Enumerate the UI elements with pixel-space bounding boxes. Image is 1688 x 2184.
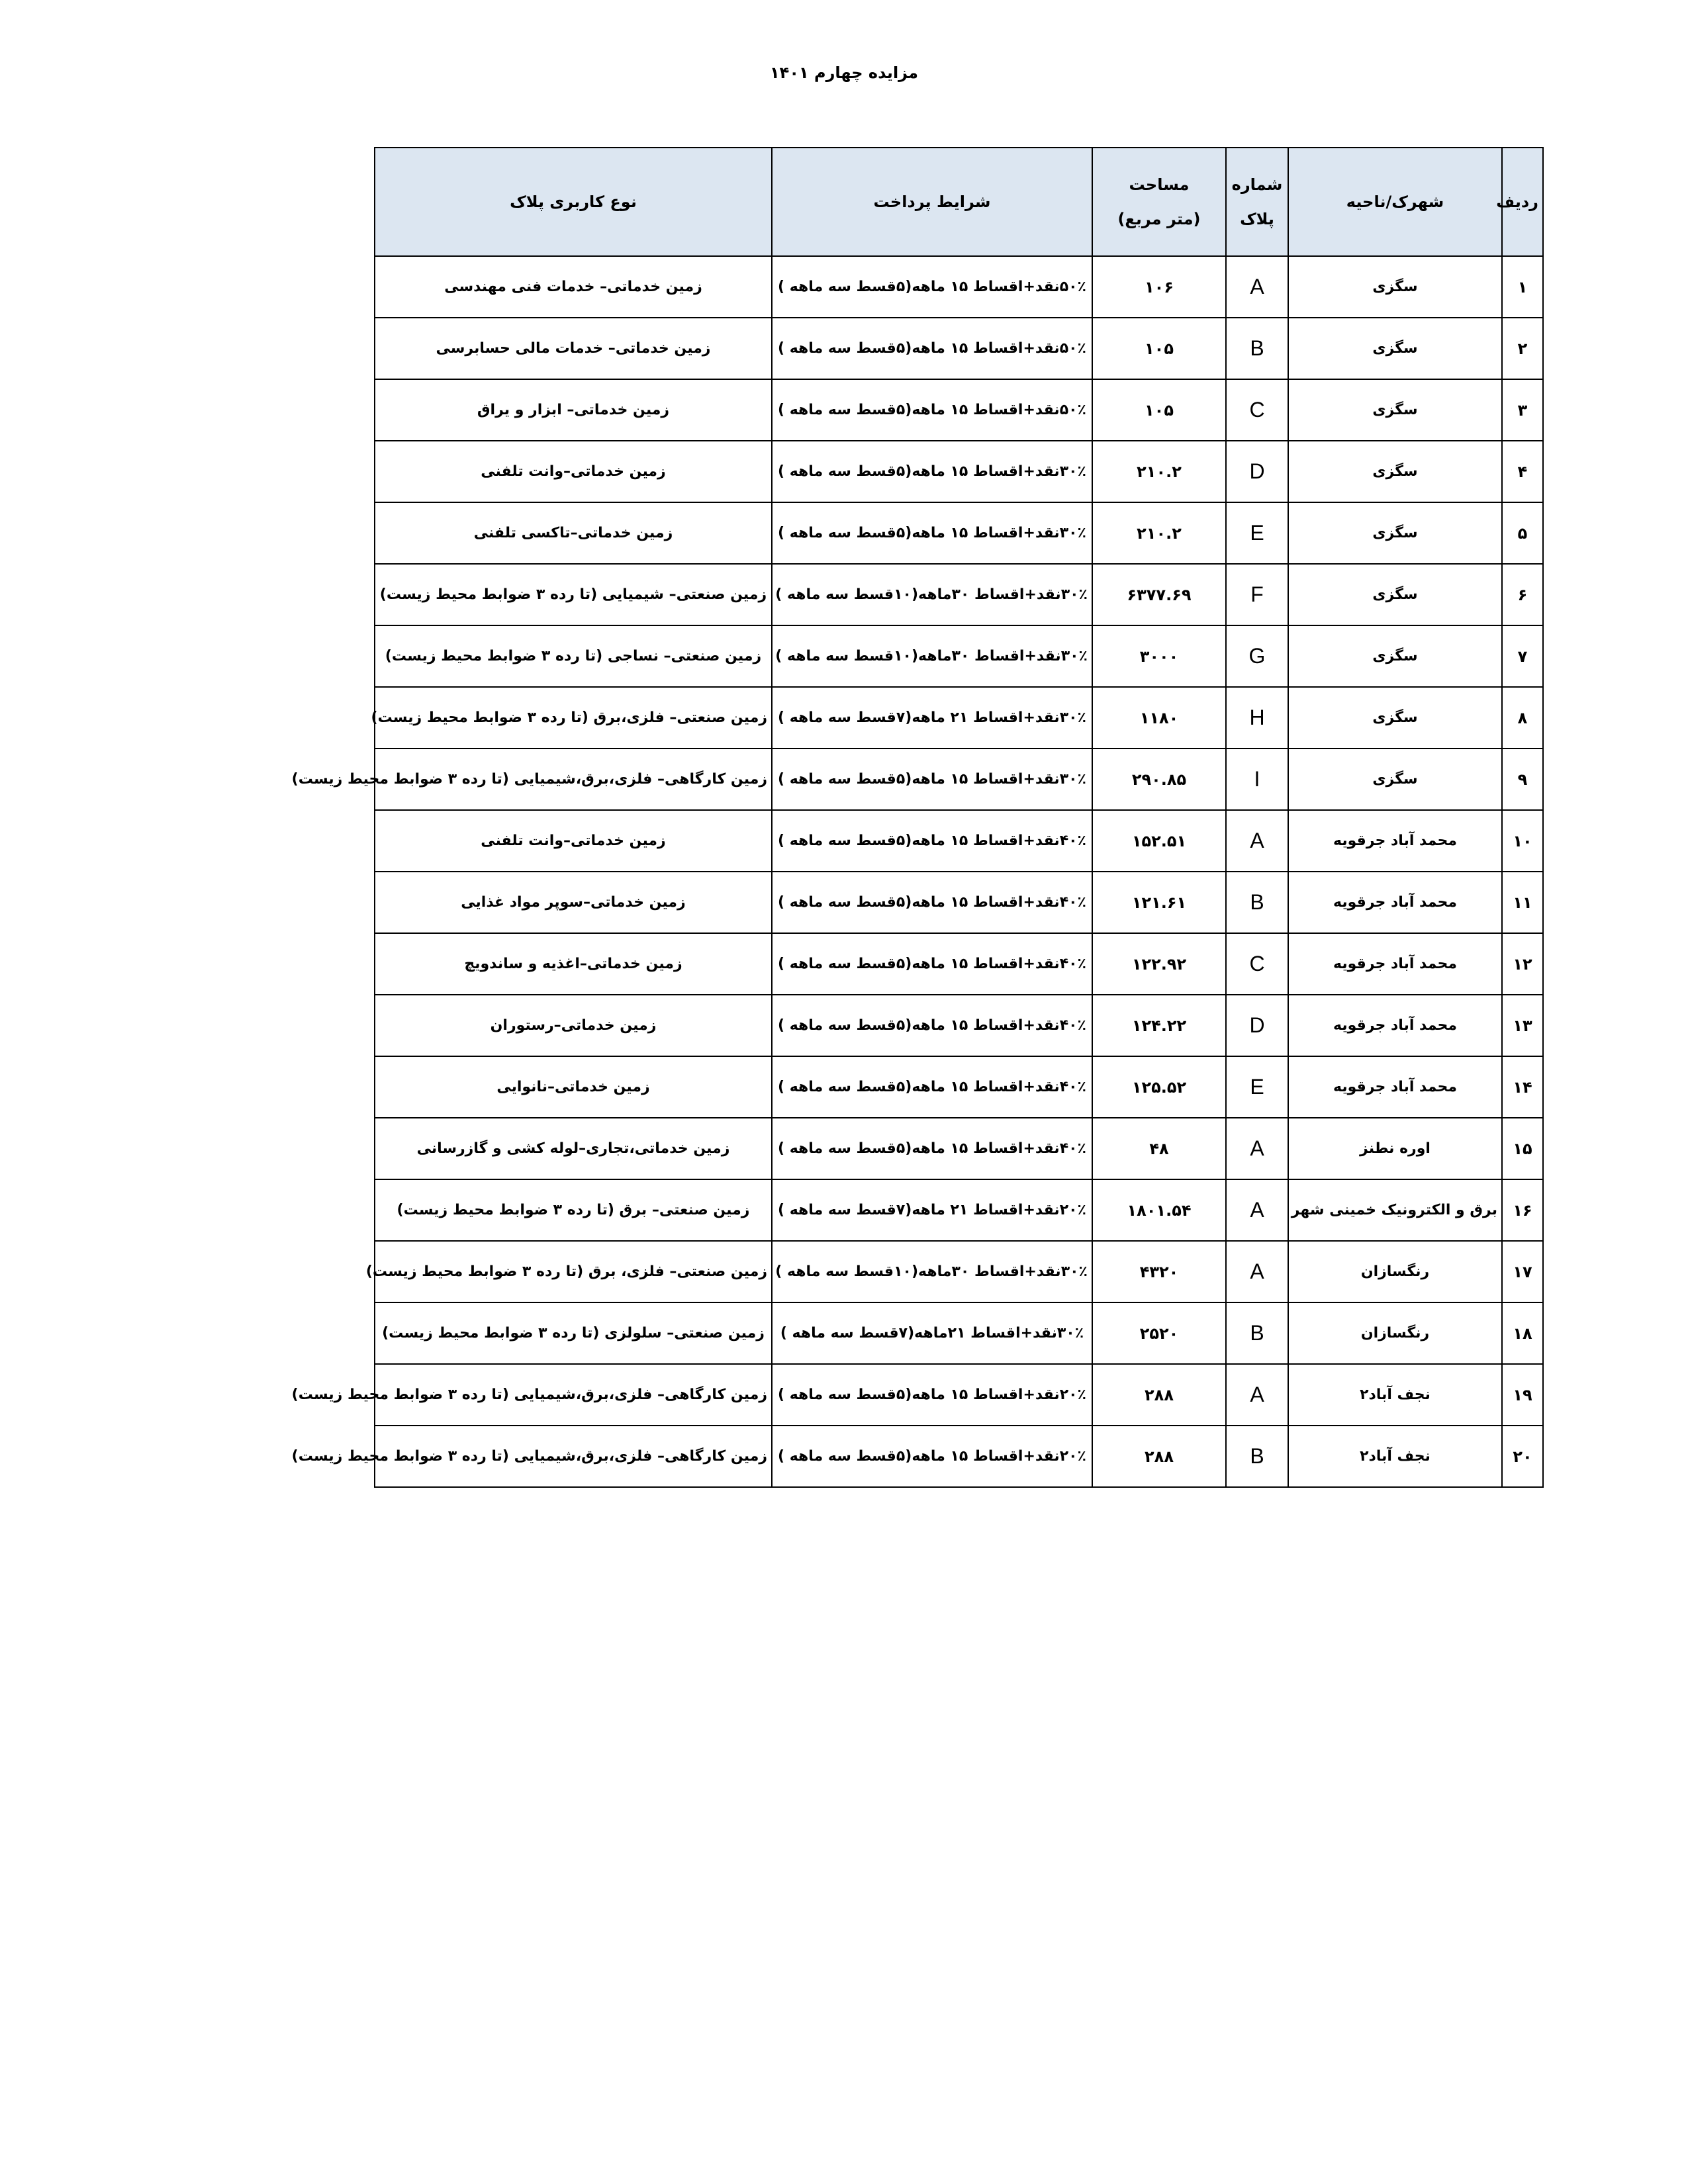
cell-usage: زمین خدماتی– خدمات فنی مهندسی xyxy=(375,256,772,318)
cell-area: ۲۱۰.۲ xyxy=(1092,502,1226,564)
cell-area: ۱۸۰۱.۵۴ xyxy=(1092,1179,1226,1241)
cell-area: ۲۹۰.۸۵ xyxy=(1092,749,1226,810)
auction-table xyxy=(291,147,1544,1488)
cell-payment: ۳۰٪نقد+اقساط ۱۵ ماهه(۵قسط سه ماهه ) xyxy=(772,502,1092,564)
table-row xyxy=(375,441,1543,502)
cell-usage: زمین خدماتی–تاکسی تلفنی xyxy=(375,502,772,564)
header-area xyxy=(1092,148,1226,256)
cell-area: ۱۱۸۰ xyxy=(1092,687,1226,749)
cell-usage: زمین خدماتی–وانت تلفنی xyxy=(375,441,772,502)
cell-payment: ۴۰٪نقد+اقساط ۱۵ ماهه(۵قسط سه ماهه ) xyxy=(772,810,1092,872)
cell-usage: زمین صنعتی– نساجی (تا رده ۳ ضوابط محیط زیست) xyxy=(375,625,772,687)
cell-payment: ۲۰٪نقد+اقساط ۲۱ ماهه(۷قسط سه ماهه ) xyxy=(772,1179,1092,1241)
header-area-line2: (متر مربع) xyxy=(1117,210,1201,228)
cell-area: ۶۳۷۷.۶۹ xyxy=(1092,564,1226,625)
cell-plate: C xyxy=(1226,379,1288,441)
cell-payment: ۲۰٪نقد+اقساط ۱۵ ماهه(۵قسط سه ماهه ) xyxy=(772,1426,1092,1487)
cell-plate: B xyxy=(1226,1426,1288,1487)
cell-payment: ۴۰٪نقد+اقساط ۱۵ ماهه(۵قسط سه ماهه ) xyxy=(772,995,1092,1056)
cell-row-number: ۲۰ xyxy=(1502,1426,1543,1487)
table-row xyxy=(375,564,1543,625)
table-body xyxy=(291,256,1543,1487)
cell-row-number: ۶ xyxy=(1502,564,1543,625)
cell-payment: ۳۰٪نقد+اقساط ۳۰ماهه(۱۰قسط سه ماهه ) xyxy=(772,564,1092,625)
table-row xyxy=(375,687,1543,749)
cell-row-number: ۱۰ xyxy=(1502,810,1543,872)
header-area-line1: مساحت xyxy=(1129,175,1190,194)
cell-row-number: ۱ xyxy=(1502,256,1543,318)
cell-row-number: ۱۱ xyxy=(1502,872,1543,933)
cell-usage: زمین کارگاهی– فلزی،برق،شیمیایی (تا رده ۳ ضوابط محیط زیست) xyxy=(375,1364,772,1426)
cell-row-number: ۳ xyxy=(1502,379,1543,441)
cell-usage: زمین خدماتی–اغذیه و ساندویچ xyxy=(375,933,772,995)
cell-plate: A xyxy=(1226,1179,1288,1241)
cell-payment: ۳۰٪نقد+اقساط ۳۰ماهه(۱۰قسط سه ماهه ) xyxy=(772,625,1092,687)
cell-area: ۱۲۵.۵۲ xyxy=(1092,1056,1226,1118)
cell-area: ۱۲۱.۶۱ xyxy=(1092,872,1226,933)
cell-usage: زمین خدماتی–سوپر مواد غذایی xyxy=(375,872,772,933)
cell-usage: زمین کارگاهی– فلزی،برق،شیمیایی (تا رده ۳ ضوابط محیط زیست) xyxy=(375,749,772,810)
cell-payment: ۳۰٪نقد+اقساط ۱۵ ماهه(۵قسط سه ماهه ) xyxy=(772,749,1092,810)
cell-area: ۳۰۰۰ xyxy=(1092,625,1226,687)
table-header-row xyxy=(375,148,1543,256)
cell-town: سگزی xyxy=(1288,749,1502,810)
cell-town: محمد آباد جرقویه xyxy=(1288,995,1502,1056)
cell-town: سگزی xyxy=(1288,564,1502,625)
cell-area: ۱۲۲.۹۲ xyxy=(1092,933,1226,995)
cell-plate: A xyxy=(1226,1118,1288,1179)
cell-usage: زمین خدماتی– خدمات مالی حسابرسی xyxy=(375,318,772,379)
cell-plate: F xyxy=(1226,564,1288,625)
cell-plate: G xyxy=(1226,625,1288,687)
cell-row-number: ۴ xyxy=(1502,441,1543,502)
table-row xyxy=(375,1364,1543,1426)
cell-row-number: ۵ xyxy=(1502,502,1543,564)
cell-area: ۴۳۲۰ xyxy=(1092,1241,1226,1302)
header-plate xyxy=(1226,148,1288,256)
cell-plate: A xyxy=(1226,1241,1288,1302)
cell-town: سگزی xyxy=(1288,441,1502,502)
header-plate-line1: شماره xyxy=(1231,175,1283,194)
cell-area: ۱۰۶ xyxy=(1092,256,1226,318)
cell-usage: زمین صنعتی– سلولزی (تا رده ۳ ضوابط محیط زیست) xyxy=(375,1302,772,1364)
cell-area: ۲۱۰.۲ xyxy=(1092,441,1226,502)
cell-row-number: ۸ xyxy=(1502,687,1543,749)
cell-town: رنگسازان xyxy=(1288,1241,1502,1302)
cell-plate: A xyxy=(1226,1364,1288,1426)
cell-town: محمد آباد جرقویه xyxy=(1288,872,1502,933)
cell-payment: ۴۰٪نقد+اقساط ۱۵ ماهه(۵قسط سه ماهه ) xyxy=(772,1056,1092,1118)
cell-row-number: ۱۴ xyxy=(1502,1056,1543,1118)
table-row xyxy=(375,810,1543,872)
cell-row-number: ۱۲ xyxy=(1502,933,1543,995)
cell-plate: E xyxy=(1226,502,1288,564)
cell-payment: ۵۰٪نقد+اقساط ۱۵ ماهه(۵قسط سه ماهه ) xyxy=(772,318,1092,379)
cell-town: سگزی xyxy=(1288,318,1502,379)
cell-usage: زمین صنعتی– فلزی،برق (تا رده ۳ ضوابط محیط زیست) xyxy=(375,687,772,749)
cell-payment: ۴۰٪نقد+اقساط ۱۵ ماهه(۵قسط سه ماهه ) xyxy=(772,1118,1092,1179)
cell-usage: زمین صنعتی– فلزی، برق (تا رده ۳ ضوابط محیط زیست) xyxy=(375,1241,772,1302)
table-row xyxy=(375,379,1543,441)
cell-plate: E xyxy=(1226,1056,1288,1118)
cell-area: ۱۰۵ xyxy=(1092,318,1226,379)
cell-plate: D xyxy=(1226,441,1288,502)
table-row xyxy=(375,625,1543,687)
table-row xyxy=(375,749,1543,810)
table-row xyxy=(375,872,1543,933)
cell-payment: ۲۰٪نقد+اقساط ۱۵ ماهه(۵قسط سه ماهه ) xyxy=(772,1364,1092,1426)
cell-payment: ۳۰٪نقد+اقساط ۱۵ ماهه(۵قسط سه ماهه ) xyxy=(772,441,1092,502)
cell-usage: زمین خدماتی،تجاری–لوله کشی و گازرسانی xyxy=(375,1118,772,1179)
page-title: مزایده چهارم ۱۴۰۱ xyxy=(770,64,918,82)
cell-plate: B xyxy=(1226,1302,1288,1364)
cell-plate: A xyxy=(1226,256,1288,318)
header-town: شهرک/ناحیه xyxy=(1288,148,1502,256)
cell-town: سگزی xyxy=(1288,687,1502,749)
table-row xyxy=(375,256,1543,318)
cell-row-number: ۲ xyxy=(1502,318,1543,379)
cell-payment: ۵۰٪نقد+اقساط ۱۵ ماهه(۵قسط سه ماهه ) xyxy=(772,256,1092,318)
cell-usage: زمین کارگاهی– فلزی،برق،شیمیایی (تا رده ۳ ضوابط محیط زیست) xyxy=(375,1426,772,1487)
cell-area: ۲۵۲۰ xyxy=(1092,1302,1226,1364)
cell-plate: B xyxy=(1226,318,1288,379)
table-row xyxy=(375,1118,1543,1179)
cell-town: سگزی xyxy=(1288,379,1502,441)
cell-row-number: ۱۹ xyxy=(1502,1364,1543,1426)
table-row xyxy=(375,995,1543,1056)
cell-plate: H xyxy=(1226,687,1288,749)
cell-payment: ۴۰٪نقد+اقساط ۱۵ ماهه(۵قسط سه ماهه ) xyxy=(772,933,1092,995)
table-row xyxy=(375,1426,1543,1487)
table-row xyxy=(375,1241,1543,1302)
cell-area: ۲۸۸ xyxy=(1092,1364,1226,1426)
cell-row-number: ۱۶ xyxy=(1502,1179,1543,1241)
cell-usage: زمین صنعتی– شیمیایی (تا رده ۳ ضوابط محیط زیست) xyxy=(375,564,772,625)
cell-town: اوره نطنز xyxy=(1288,1118,1502,1179)
cell-area: ۱۰۵ xyxy=(1092,379,1226,441)
table-row xyxy=(375,933,1543,995)
cell-usage: زمین خدماتی– ابزار و یراق xyxy=(375,379,772,441)
header-usage: نوع کاربری پلاک xyxy=(375,148,772,256)
cell-plate: B xyxy=(1226,872,1288,933)
cell-usage: زمین خدماتی–رستوران xyxy=(375,995,772,1056)
cell-town: سگزی xyxy=(1288,502,1502,564)
cell-row-number: ۹ xyxy=(1502,749,1543,810)
table-row xyxy=(375,318,1543,379)
header-payment: شرایط پرداخت xyxy=(772,148,1092,256)
cell-area: ۱۵۲.۵۱ xyxy=(1092,810,1226,872)
cell-payment: ۳۰٪نقد+اقساط ۲۱ماهه(۷قسط سه ماهه ) xyxy=(772,1302,1092,1364)
cell-town: نجف آباد۲ xyxy=(1288,1426,1502,1487)
table-row xyxy=(375,1056,1543,1118)
cell-town: نجف آباد۲ xyxy=(1288,1364,1502,1426)
table-row xyxy=(375,502,1543,564)
cell-town: رنگسازان xyxy=(1288,1302,1502,1364)
cell-usage: زمین خدماتی–وانت تلفنی xyxy=(375,810,772,872)
cell-usage: زمین خدماتی–نانوایی xyxy=(375,1056,772,1118)
header-plate-line2: پلاک xyxy=(1240,210,1274,228)
cell-payment: ۴۰٪نقد+اقساط ۱۵ ماهه(۵قسط سه ماهه ) xyxy=(772,872,1092,933)
table-row xyxy=(375,1179,1543,1241)
table-row xyxy=(375,1302,1543,1364)
cell-town: محمد آباد جرقویه xyxy=(1288,933,1502,995)
cell-plate: I xyxy=(1226,749,1288,810)
cell-payment: ۵۰٪نقد+اقساط ۱۵ ماهه(۵قسط سه ماهه ) xyxy=(772,379,1092,441)
cell-row-number: ۱۵ xyxy=(1502,1118,1543,1179)
cell-payment: ۳۰٪نقد+اقساط ۲۱ ماهه(۷قسط سه ماهه ) xyxy=(772,687,1092,749)
cell-town: برق و الکترونیک خمینی شهر xyxy=(1288,1179,1502,1241)
cell-area: ۲۸۸ xyxy=(1092,1426,1226,1487)
cell-row-number: ۱۳ xyxy=(1502,995,1543,1056)
cell-area: ۴۸ xyxy=(1092,1118,1226,1179)
header-row-number: ردیف xyxy=(1502,148,1543,256)
cell-row-number: ۱۷ xyxy=(1502,1241,1543,1302)
cell-town: سگزی xyxy=(1288,625,1502,687)
cell-row-number: ۷ xyxy=(1502,625,1543,687)
cell-area: ۱۲۴.۲۲ xyxy=(1092,995,1226,1056)
cell-usage: زمین صنعتی– برق (تا رده ۳ ضوابط محیط زیست) xyxy=(375,1179,772,1241)
cell-plate: C xyxy=(1226,933,1288,995)
cell-town: سگزی xyxy=(1288,256,1502,318)
cell-payment: ۳۰٪نقد+اقساط ۳۰ماهه(۱۰قسط سه ماهه ) xyxy=(772,1241,1092,1302)
cell-town: محمد آباد جرقویه xyxy=(1288,810,1502,872)
cell-row-number: ۱۸ xyxy=(1502,1302,1543,1364)
cell-town: محمد آباد جرقویه xyxy=(1288,1056,1502,1118)
cell-plate: A xyxy=(1226,810,1288,872)
cell-plate: D xyxy=(1226,995,1288,1056)
